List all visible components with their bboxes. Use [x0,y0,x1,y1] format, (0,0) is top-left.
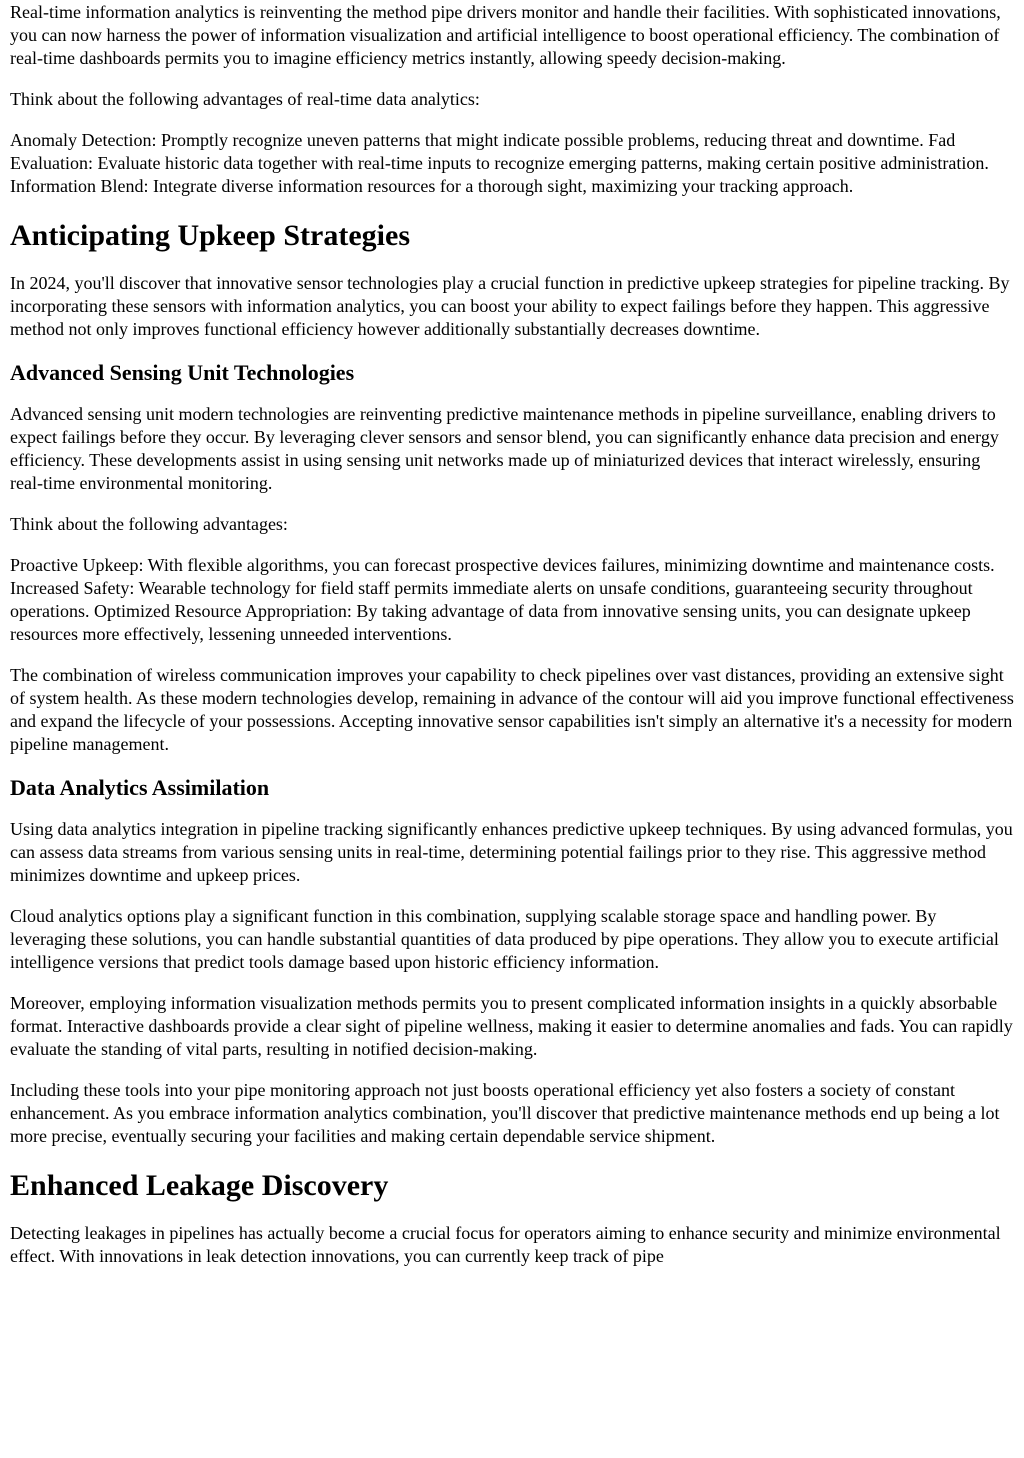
paragraph-sensing-advantages-lead: Think about the following advantages: [10,514,288,534]
subheading-advanced-sensing: Advanced Sensing Unit Technologies [10,360,355,385]
paragraph-visualization: Moreover, employing information visualization methods permits you to present complicated information insights in a quickly absorbable format. Interactive dashboards provide a clear sight of pipeline wellness, making it easier to determine anomalies and fads. You can rapidly evaluate the standing of vital parts, resulting in notified decision-making. [10,993,1013,1059]
paragraph-tools: Including these tools into your pipe monitoring approach not just boosts operational efficiency yet also fosters a society of constant enhancement. As you embrace information analytics combination, you'll discover that predictive maintenance methods end up being a lot more precise, eventually securing your facilities and making certain dependable service shipment. [10,1080,1000,1146]
heading-anticipating-upkeep: Anticipating Upkeep Strategies [10,219,410,252]
paragraph-cloud-analytics: Cloud analytics options play a significant function in this combination, supplying scalable storage space and handling power. By leveraging these solutions, you can handle substantial quantities of data produced by pipe operations. They allow you to execute artificial intelligence versions that predict tools damage based upon historic efficiency information. [10,906,999,972]
paragraph-sensing-intro: Advanced sensing unit modern technologies are reinventing predictive maintenance methods in pipeline surveillance, enabling drivers to expect failings before they occur. By leveraging clever sensors and sensor blend, you can significantly enhance data precision and energy efficiency. These developments assist in using sensing unit networks made up of miniaturized devices that interact wirelessly, ensuring real-time environmental monitoring. [10,404,999,493]
heading-leakage-discovery: Enhanced Leakage Discovery [10,1169,389,1202]
paragraph-sensing-advantages-list: Proactive Upkeep: With flexible algorithms, you can forecast prospective devices failures, minimizing downtime and maintenance costs. Increased Safety: Wearable technology for field staff permits immediate alerts on unsafe conditions, guaranteeing security throughout operations. Optimized Resource Appropriation: By taking advantage of data from innovative sensing units, you can designate upkeep resources more effectively, lessening unneeded interventions. [10,555,995,644]
paragraph-wireless: The combination of wireless communication improves your capability to check pipelines over vast distances, providing an extensive sight of system health. As these modern technologies develop, remaining in advance of the contour will aid you improve functional effectiveness and expand the lifecycle of your possessions. Accepting innovative sensor capabilities isn't simply an alternative it's a necessity for modern pipeline management. [10,665,1014,754]
paragraph-advantages-lead: Think about the following advantages of real-time data analytics: [10,89,480,109]
paragraph-advantages-list: Anomaly Detection: Promptly recognize uneven patterns that might indicate possible problems, reducing threat and downtime. Fad Evaluation: Evaluate historic data together with real-time inputs to recognize emerging patterns, making certain positive administration. Information Blend: Integrate diverse information resources for a thorough sight, maximizing your tracking approach. [10,130,989,196]
paragraph-intro: Real-time information analytics is reinventing the method pipe drivers monitor and handle their facilities. With sophisticated innovations, you can now harness the power of information visualization and artificial intelligence to boost operational efficiency. The combination of real-time dashboards permits you to imagine efficiency metrics instantly, allowing speedy decision-making. [10,2,1001,68]
subheading-data-analytics: Data Analytics Assimilation [10,775,270,800]
paragraph-analytics-intro: Using data analytics integration in pipeline tracking significantly enhances predictive upkeep techniques. By using advanced formulas, you can assess data streams from various sensing units in real-time, determining potential failings prior to they rise. This aggressive method minimizes downtime and upkeep prices. [10,819,1013,885]
paragraph-leakage-intro: Detecting leakages in pipelines has actually become a crucial focus for operators aiming to enhance security and minimize environmental effect. With innovations in leak detection innovations, you can currently keep track of pipe [10,1223,1001,1266]
article [0,1,1024,1268]
paragraph-upkeep-intro: In 2024, you'll discover that innovative sensor technologies play a crucial function in predictive upkeep strategies for pipeline tracking. By incorporating these sensors with information analytics, you can boost your ability to expect failings before they happen. This aggressive method not only improves functional efficiency however additionally substantially decreases downtime. [10,273,1010,339]
